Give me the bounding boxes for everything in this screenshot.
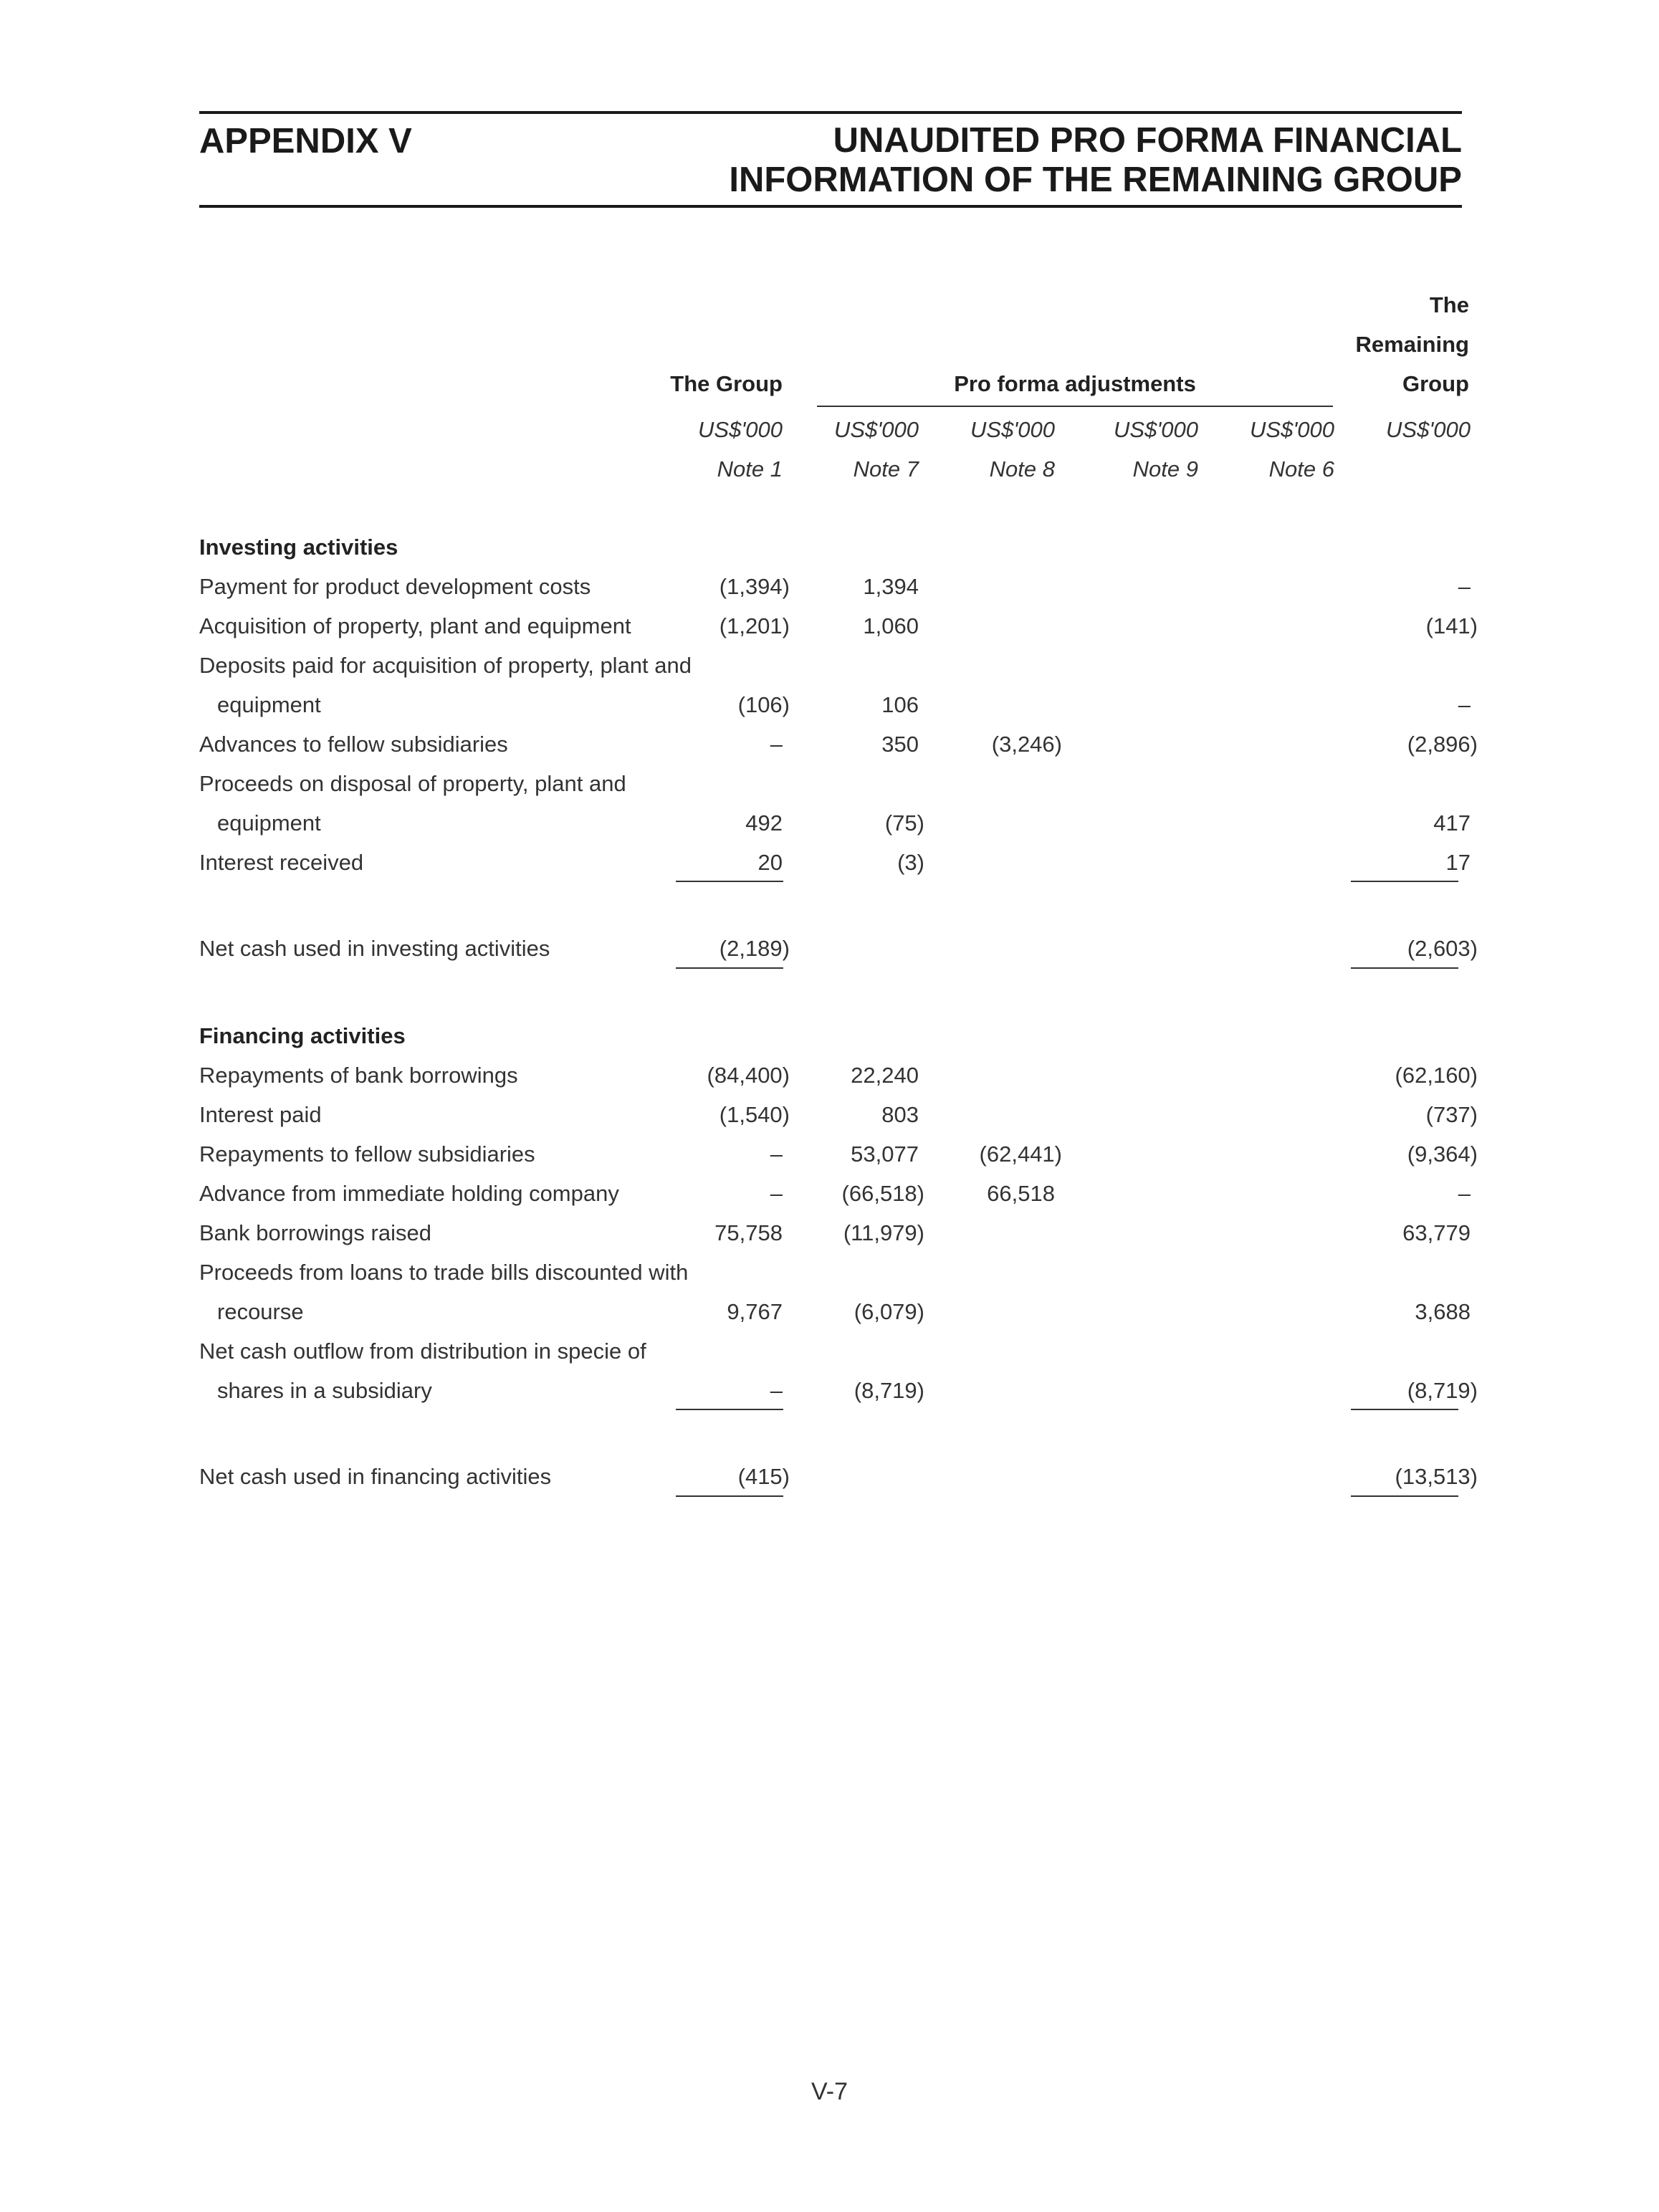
appendix-title: APPENDIX V [199,122,412,161]
note-6: Note 6 [1268,456,1334,482]
cell-group: 492 [745,810,783,836]
row-label: Proceeds on disposal of property, plant and [199,771,626,796]
financing-total-label: Net cash used in financing activities [199,1464,552,1489]
subtotal-rule-group [676,881,783,882]
note-7: Note 7 [853,456,919,482]
cell-remaining: (9,364) [1407,1141,1478,1167]
row-label: Repayments to fellow subsidiaries [199,1141,535,1167]
financing-total-group: (415) [737,1464,790,1489]
row-label-continued: equipment [217,692,321,717]
row-label: Interest received [199,850,364,875]
section-title-line-2: INFORMATION OF THE REMAINING GROUP [729,161,1462,199]
row-label-continued: shares in a subsidiary [217,1378,432,1403]
row-label: Deposits paid for acquisition of property, plant and [199,653,692,678]
currency-note8: US$'000 [970,417,1055,442]
row-label: Interest paid [199,1102,322,1127]
row-label: Bank borrowings raised [199,1220,431,1245]
note-9: Note 9 [1132,456,1198,482]
cell-note7: (75) [884,810,924,836]
cell-note7: 1,060 [863,613,919,638]
cell-note8: 66,518 [987,1181,1055,1206]
section-title-line-1: UNAUDITED PRO FORMA FINANCIAL [833,121,1462,160]
cell-remaining: – [1458,692,1471,717]
note-1: Note 1 [717,456,783,482]
cell-note7: 803 [881,1102,919,1127]
cell-group: (1,394) [719,574,790,599]
cell-remaining: – [1458,574,1471,599]
currency-note6: US$'000 [1250,417,1334,442]
row-label: Payment for product development costs [199,574,591,599]
currency-group: US$'000 [698,417,783,442]
cell-remaining: (737) [1425,1102,1478,1127]
financing-total-remaining: (13,513) [1395,1464,1478,1489]
cell-group: 20 [757,850,783,875]
cell-note7: (3) [897,850,924,875]
cell-remaining: 17 [1445,850,1471,875]
subtotal-rule-remaining [1351,881,1458,882]
cell-note7: 22,240 [851,1063,919,1088]
cell-remaining: (2,896) [1407,732,1478,757]
col-the-group: The Group [670,371,783,396]
cell-remaining: 417 [1433,810,1471,836]
cell-group: (1,540) [719,1102,790,1127]
page-header [199,111,1462,208]
cell-note7: (11,979) [843,1220,924,1245]
row-label-continued: recourse [217,1299,304,1324]
subtotal-rule-remaining [1351,1409,1458,1410]
investing-total-label: Net cash used in investing activities [199,936,550,961]
investing-heading: Investing activities [199,535,398,560]
row-label: Net cash outflow from distribution in specie of [199,1339,646,1364]
total-rule-remaining [1351,967,1458,969]
cell-remaining: 63,779 [1402,1220,1471,1245]
col-remaining-line-1: The [1429,292,1469,317]
cell-group: (106) [737,692,790,717]
adjustments-rule [817,406,1333,407]
total-rule-group [676,1495,783,1497]
row-label-continued: equipment [217,810,321,836]
currency-remaining: US$'000 [1386,417,1471,442]
cell-group: – [770,1378,783,1403]
note-8: Note 8 [989,456,1055,482]
col-remaining-line-2: Remaining [1355,332,1469,357]
cell-note7: (6,079) [854,1299,924,1324]
row-label: Advance from immediate holding company [199,1181,619,1206]
cell-note7: (8,719) [854,1378,924,1403]
currency-note7: US$'000 [834,417,919,442]
cell-group: (1,201) [719,613,790,638]
cell-group: – [770,1141,783,1167]
cell-note7: 1,394 [863,574,919,599]
cell-remaining: – [1458,1181,1471,1206]
subtotal-rule-group [676,1409,783,1410]
cell-note7: 53,077 [851,1141,919,1167]
row-label: Proceeds from loans to trade bills discounted with [199,1260,689,1285]
cell-remaining: 3,688 [1415,1299,1471,1324]
col-remaining-line-3: Group [1402,371,1469,396]
page-number: V-7 [811,2078,848,2105]
cell-note7: (66,518) [841,1181,924,1206]
cell-remaining: (62,160) [1395,1063,1478,1088]
cell-remaining: (141) [1425,613,1478,638]
row-label: Advances to fellow subsidiaries [199,732,508,757]
financing-heading: Financing activities [199,1023,406,1048]
cell-note8: (3,246) [991,732,1062,757]
currency-note9: US$'000 [1114,417,1198,442]
cell-note8: (62,441) [979,1141,1062,1167]
investing-total-group: (2,189) [719,936,790,961]
cell-group: (84,400) [707,1063,790,1088]
total-rule-remaining [1351,1495,1458,1497]
investing-total-remaining: (2,603) [1407,936,1478,961]
section-title [729,121,1462,200]
row-label: Acquisition of property, plant and equipment [199,613,631,638]
total-rule-group [676,967,783,969]
cell-note7: 350 [881,732,919,757]
cell-group: 9,767 [727,1299,783,1324]
cell-remaining: (8,719) [1407,1378,1478,1403]
col-pro-forma-adjustments: Pro forma adjustments [954,371,1196,396]
cell-group: – [770,1181,783,1206]
row-label: Repayments of bank borrowings [199,1063,518,1088]
cell-group: – [770,732,783,757]
cell-note7: 106 [881,692,919,717]
cell-group: 75,758 [714,1220,783,1245]
